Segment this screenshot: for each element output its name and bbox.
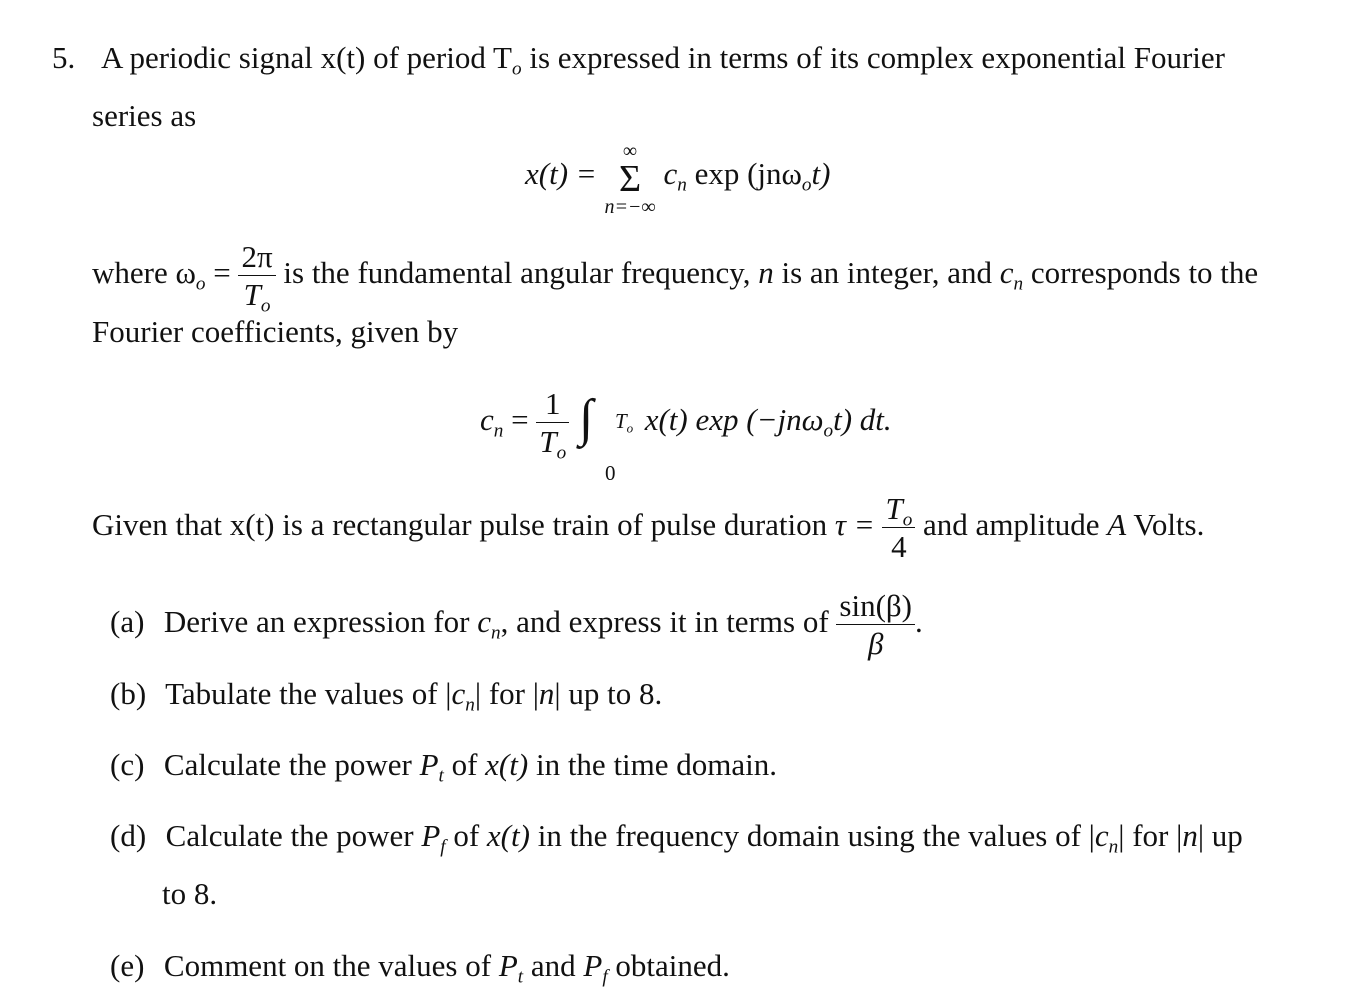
intro-text-1-tail: is expressed in terms of its complex exponential Fourier	[529, 40, 1225, 75]
given-line: Given that x(t) is a rectangular pulse train of pulse duration τ = $\frac{T_o}{4}$ and amplitude A Volts.	[92, 491, 1205, 565]
fourier-coeff-line: Fourier coefficients, given by	[92, 314, 459, 349]
part-d-label: (d)	[110, 818, 147, 853]
omega-fraction: $\frac{2\pi}{T_o}$	[238, 241, 275, 310]
summation: ∞ Σ n=−∞	[604, 139, 656, 218]
part-b-label: (b)	[110, 676, 147, 711]
part-d: (d) Calculate the power $P_f$ of x(t) in the frequency domain using the values of $|c_n|$ for |n| up	[110, 818, 1243, 858]
fourier-coefficient-equation: $c_n$ = $\frac{1}{T_o}$ ∫ $T_o$ 0 x(t) exp (−jnω$_o$t) dt.	[480, 380, 892, 463]
intro-text-1: A periodic signal x(t) of period T	[101, 40, 512, 75]
fourier-series-equation: x(t) = ∞ Σ n=−∞ $c_n$ exp (jnω$_o$t)	[525, 139, 831, 218]
intro-period-sub: o	[512, 58, 522, 80]
question-intro-line1	[52, 38, 1225, 78]
part-c: (c) Calculate the power $P_t$ of x(t) in the time domain.	[110, 747, 778, 787]
tau-fraction: $\frac{T_o}{4}$	[882, 493, 915, 562]
part-a-label: (a)	[110, 604, 145, 639]
part-a: (a) Derive an expression for $c_n$, and express it in terms of $\frac{\sin(\beta)}{\beta}$ .	[110, 588, 923, 662]
part-d-continuation: to 8.	[162, 876, 218, 911]
question-intro-line2: series as	[92, 98, 197, 133]
part-e: (e) Comment on the values of $P_t$ and $P_f$ obtained.	[110, 948, 730, 988]
sinc-fraction: $\frac{\sin(\beta)}{\beta}$	[836, 590, 915, 659]
coeff-fraction: $\frac{1}{T_o}$	[536, 388, 569, 457]
part-b: (b) Tabulate the values of $|c_n|$ for |n| up to 8.	[110, 676, 663, 716]
part-e-label: (e)	[110, 948, 145, 983]
eq1-lhs: x(t) =	[525, 156, 597, 191]
where-line: where $\omega_o$ = $\frac{2\pi}{T_o}$ is the fundamental angular frequency, n is an integer, and $c_n$ corresponds to the	[92, 239, 1259, 318]
integral: ∫ $T_o$ 0	[578, 389, 634, 485]
part-c-label: (c)	[110, 747, 145, 782]
question-number: 5.	[52, 40, 76, 75]
